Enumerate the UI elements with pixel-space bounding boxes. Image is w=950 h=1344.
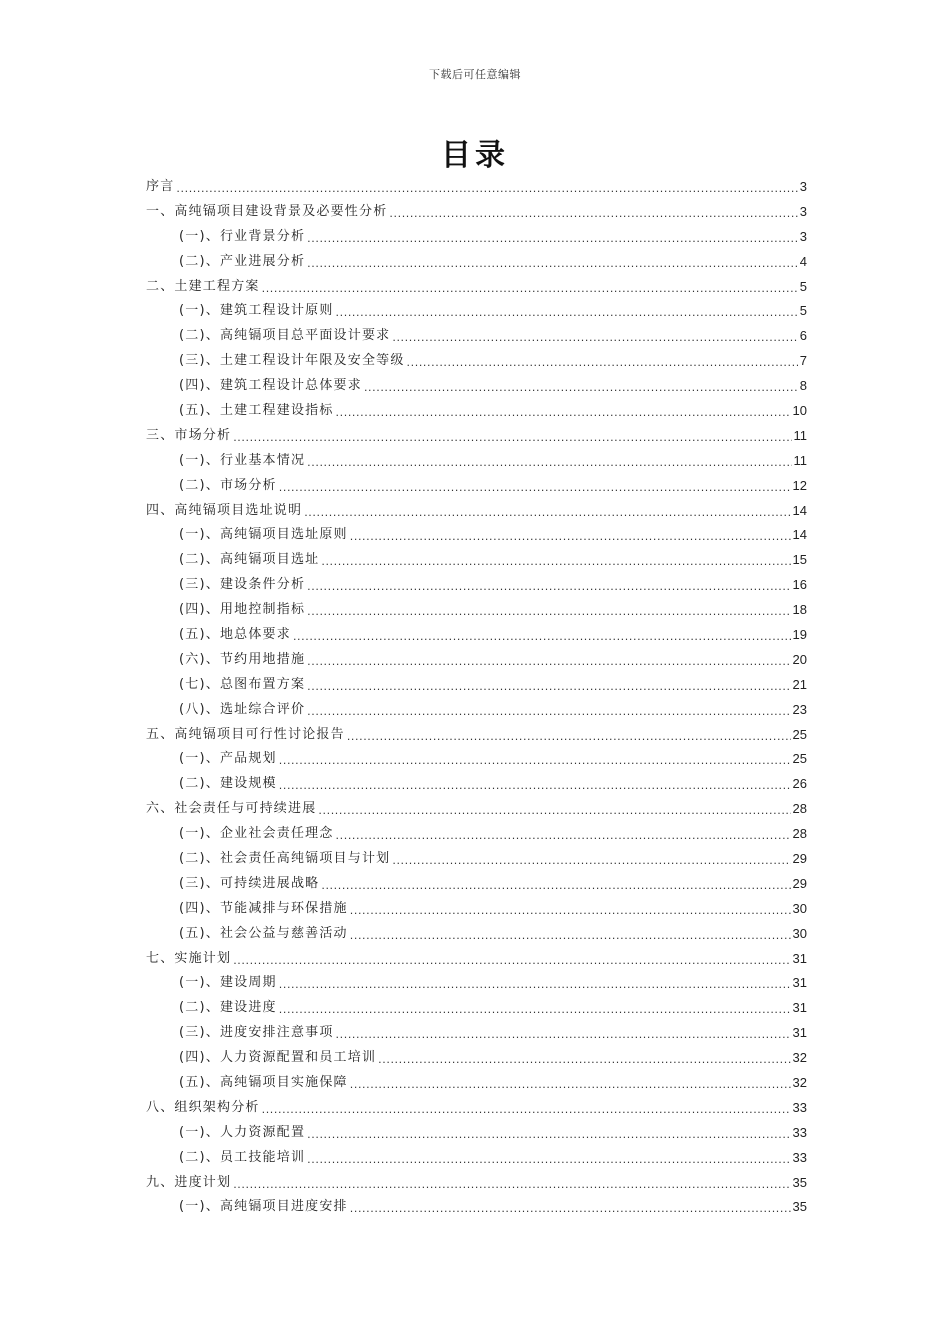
toc-entry-label: 六、社会责任与可持续进展 [146, 801, 317, 817]
toc-entry[interactable] [146, 995, 807, 1020]
toc-entry[interactable] [146, 722, 807, 747]
toc-entry-page-number: 33 [792, 1149, 807, 1165]
toc-entry-page-number: 25 [792, 726, 807, 742]
toc-entry-page-number: 28 [792, 801, 807, 817]
toc-entry-page-number: 31 [792, 950, 807, 966]
toc-leader-dots [321, 880, 790, 891]
toc-leader-dots [321, 556, 790, 567]
toc-entry-page-number: 8 [799, 378, 807, 394]
toc-entry-label: (五)、地总体要求 [179, 626, 291, 642]
toc-leader-dots [347, 731, 791, 742]
toc-leader-dots [407, 357, 798, 368]
toc-entry-label: (二)、市场分析 [179, 477, 277, 493]
toc-entry-page-number: 35 [792, 1199, 807, 1215]
toc-entry-page-number: 14 [792, 527, 807, 543]
toc-entry[interactable] [146, 622, 807, 647]
toc-entry-label: (四)、人力资源配置和员工培训 [179, 1050, 377, 1066]
toc-entry[interactable] [146, 871, 807, 896]
toc-leader-dots [307, 706, 790, 717]
toc-entry-page-number: 19 [792, 626, 807, 642]
toc-leader-dots [350, 531, 791, 542]
toc-entry-page-number: 32 [792, 1075, 807, 1090]
toc-leader-dots [350, 1079, 791, 1090]
toc-entry[interactable] [146, 771, 807, 796]
toc-leader-dots [350, 905, 791, 916]
toc-entry-page-number: 14 [792, 502, 807, 518]
toc-entry[interactable] [146, 1170, 807, 1195]
toc-entry-label: (四)、建筑工程设计总体要求 [179, 378, 362, 394]
toc-entry-label: 序言 [146, 178, 175, 194]
toc-entry-page-number: 15 [792, 552, 807, 568]
toc-leader-dots [279, 1004, 791, 1015]
toc-entry[interactable] [146, 522, 807, 547]
toc-entry[interactable] [146, 174, 807, 199]
toc-entry-page-number: 26 [792, 776, 807, 792]
toc-entry-page-number: 3 [799, 178, 807, 194]
toc-entry-page-number: 29 [792, 850, 807, 866]
toc-entry-label: (一)、建筑工程设计原则 [179, 303, 334, 319]
toc-entry-label: (一)、产品规划 [179, 751, 277, 767]
toc-entry-label: (一)、行业背景分析 [179, 228, 306, 244]
toc-entry[interactable] [146, 398, 807, 423]
toc-leader-dots [279, 780, 791, 791]
toc-entry-label: (六)、节约用地措施 [179, 651, 306, 667]
toc-entry[interactable] [146, 1120, 807, 1145]
toc-entry[interactable] [146, 1195, 807, 1220]
toc-entry-page-number: 20 [792, 651, 807, 667]
toc-entry-label: 一、高纯镉项目建设背景及必要性分析 [146, 203, 388, 219]
toc-entry-label: (二)、产业进展分析 [179, 253, 306, 269]
toc-leader-dots [307, 681, 790, 692]
toc-entry[interactable] [146, 224, 807, 249]
toc-leader-dots [307, 258, 798, 269]
toc-entry-page-number: 32 [792, 1050, 807, 1066]
toc-leader-dots [364, 382, 798, 393]
toc-leader-dots [293, 631, 791, 642]
toc-entry-page-number: 7 [799, 353, 807, 369]
toc-entry-page-number: 35 [792, 1174, 807, 1190]
toc-entry[interactable] [146, 896, 807, 921]
toc-entry[interactable] [146, 1145, 807, 1170]
toc-entry-page-number: 6 [799, 328, 807, 344]
toc-entry-label: (二)、高纯镉项目选址 [179, 552, 320, 568]
toc-leader-dots [350, 930, 791, 941]
toc-entry-label: (四)、节能减排与环保措施 [179, 900, 348, 916]
toc-entry-label: (一)、高纯镉项目进度安排 [179, 1199, 348, 1215]
toc-leader-dots [318, 805, 790, 816]
toc-leader-dots [378, 1054, 790, 1065]
page-header: 下载后可任意编辑 [429, 68, 521, 81]
toc-entry[interactable] [146, 1045, 807, 1070]
toc-entry-page-number: 25 [792, 751, 807, 767]
toc-entry-label: (四)、用地控制指标 [179, 602, 306, 618]
toc-entry[interactable] [146, 572, 807, 597]
toc-entry[interactable] [146, 846, 807, 871]
toc-entry-label: 七、实施计划 [146, 950, 232, 966]
toc-entry[interactable] [146, 597, 807, 622]
toc-entry-page-number: 30 [792, 925, 807, 941]
toc-entry-page-number: 30 [792, 900, 807, 916]
toc-entry-label: 九、进度计划 [146, 1174, 232, 1190]
page-title: 目录 [441, 138, 509, 173]
toc-entry-label: 八、组织架构分析 [146, 1099, 260, 1115]
toc-leader-dots [307, 233, 798, 244]
toc-entry-page-number: 12 [792, 477, 807, 493]
toc-entry[interactable] [146, 498, 807, 523]
toc-leader-dots [233, 1179, 790, 1190]
toc-leader-dots [279, 482, 791, 493]
toc-entry-label: (七)、总图布置方案 [179, 676, 306, 692]
toc-entry[interactable] [146, 547, 807, 572]
toc-entry-label: (二)、员工技能培训 [179, 1149, 306, 1165]
toc-leader-dots [350, 1203, 791, 1214]
toc-entry-page-number: 28 [792, 826, 807, 842]
toc-leader-dots [279, 979, 791, 990]
toc-entry-page-number: 33 [792, 1099, 807, 1115]
toc-entry[interactable] [146, 448, 807, 473]
toc-entry[interactable] [146, 199, 807, 224]
toc-entry-label: (一)、高纯镉项目选址原则 [179, 527, 348, 543]
toc-entry-page-number: 18 [792, 602, 807, 618]
toc-entry-label: 五、高纯镉项目可行性讨论报告 [146, 726, 345, 742]
toc-entry[interactable] [146, 298, 807, 323]
toc-leader-dots [389, 208, 797, 219]
toc-entry[interactable] [146, 946, 807, 971]
toc-entry[interactable] [146, 746, 807, 771]
toc-entry[interactable] [146, 1070, 807, 1095]
toc-entry-page-number: 11 [793, 427, 807, 443]
toc-entry-page-number: 31 [792, 1025, 807, 1041]
toc-leader-dots [336, 407, 791, 418]
toc-leader-dots [307, 656, 790, 667]
toc-entry[interactable] [146, 921, 807, 946]
toc-leader-dots [262, 1104, 791, 1115]
toc-entry-label: 四、高纯镉项目选址说明 [146, 502, 303, 518]
toc-entry[interactable] [146, 821, 807, 846]
toc-entry[interactable] [146, 274, 807, 299]
toc-entry-page-number: 5 [799, 278, 807, 294]
toc-entry-page-number: 21 [792, 676, 807, 692]
toc-entry-label: (三)、可持续进展战略 [179, 875, 320, 891]
toc-entry[interactable] [146, 647, 807, 672]
toc-entry[interactable] [146, 672, 807, 697]
toc-entry-label: (五)、高纯镉项目实施保障 [179, 1075, 348, 1090]
toc-entry[interactable] [146, 348, 807, 373]
toc-leader-dots [176, 183, 797, 194]
toc-entry-label: (五)、社会公益与慈善活动 [179, 925, 348, 941]
toc-entry-label: (二)、社会责任高纯镉项目与计划 [179, 850, 391, 866]
toc-entry-page-number: 3 [799, 228, 807, 244]
toc-entry-page-number: 11 [793, 452, 807, 468]
toc-entry-label: (三)、建设条件分析 [179, 577, 306, 593]
toc-entry-page-number: 5 [799, 303, 807, 319]
toc-entry-page-number: 31 [792, 1000, 807, 1016]
toc-leader-dots [392, 332, 797, 343]
toc-entry-label: 二、土建工程方案 [146, 278, 260, 294]
toc-entry-label: (一)、企业社会责任理念 [179, 826, 334, 842]
toc-entry-label: (三)、土建工程设计年限及安全等级 [179, 353, 405, 369]
toc-leader-dots [233, 432, 791, 443]
toc-leader-dots [336, 830, 791, 841]
toc-entry[interactable] [146, 373, 807, 398]
toc-entry-label: (三)、进度安排注意事项 [179, 1025, 334, 1041]
toc-entry[interactable] [146, 796, 807, 821]
toc-entry-page-number: 3 [799, 203, 807, 219]
toc-leader-dots [336, 307, 798, 318]
toc-entry-label: (二)、建设进度 [179, 1000, 277, 1016]
toc-leader-dots [336, 1029, 791, 1040]
toc-entry-page-number: 29 [792, 875, 807, 891]
toc-entry-page-number: 23 [792, 701, 807, 717]
toc-entry-page-number: 31 [792, 975, 807, 991]
toc-entry-page-number: 33 [792, 1124, 807, 1140]
toc-leader-dots [307, 1129, 790, 1140]
toc-entry-label: (八)、选址综合评价 [179, 701, 306, 717]
toc-leader-dots [307, 606, 790, 617]
toc-entry-label: (一)、人力资源配置 [179, 1124, 306, 1140]
toc-entry-label: (二)、高纯镉项目总平面设计要求 [179, 328, 391, 344]
toc-leader-dots [307, 457, 791, 468]
toc-leader-dots [307, 581, 790, 592]
toc-entry[interactable] [146, 697, 807, 722]
toc-entry-label: (五)、土建工程建设指标 [179, 402, 334, 418]
toc-entry-label: 三、市场分析 [146, 427, 232, 443]
toc-entry[interactable] [146, 473, 807, 498]
toc-leader-dots [307, 1154, 790, 1165]
toc-entry[interactable] [146, 323, 807, 348]
toc-leader-dots [233, 955, 790, 966]
toc-leader-dots [392, 855, 790, 866]
toc-leader-dots [262, 283, 798, 294]
toc-entry[interactable] [146, 971, 807, 996]
toc-entry[interactable] [146, 1095, 807, 1120]
toc-entry[interactable] [146, 249, 807, 274]
toc-leader-dots [304, 507, 790, 518]
toc-entry[interactable] [146, 423, 807, 448]
toc-entry-label: (一)、建设周期 [179, 975, 277, 991]
toc-entry[interactable] [146, 1020, 807, 1045]
toc-entry-label: (一)、行业基本情况 [179, 452, 306, 468]
toc-entry-page-number: 4 [799, 253, 807, 269]
toc-entry-label: (二)、建设规模 [179, 776, 277, 792]
table-of-contents [146, 174, 807, 1219]
toc-entry-page-number: 10 [792, 402, 807, 418]
toc-leader-dots [279, 755, 791, 766]
toc-entry-page-number: 16 [792, 577, 807, 593]
